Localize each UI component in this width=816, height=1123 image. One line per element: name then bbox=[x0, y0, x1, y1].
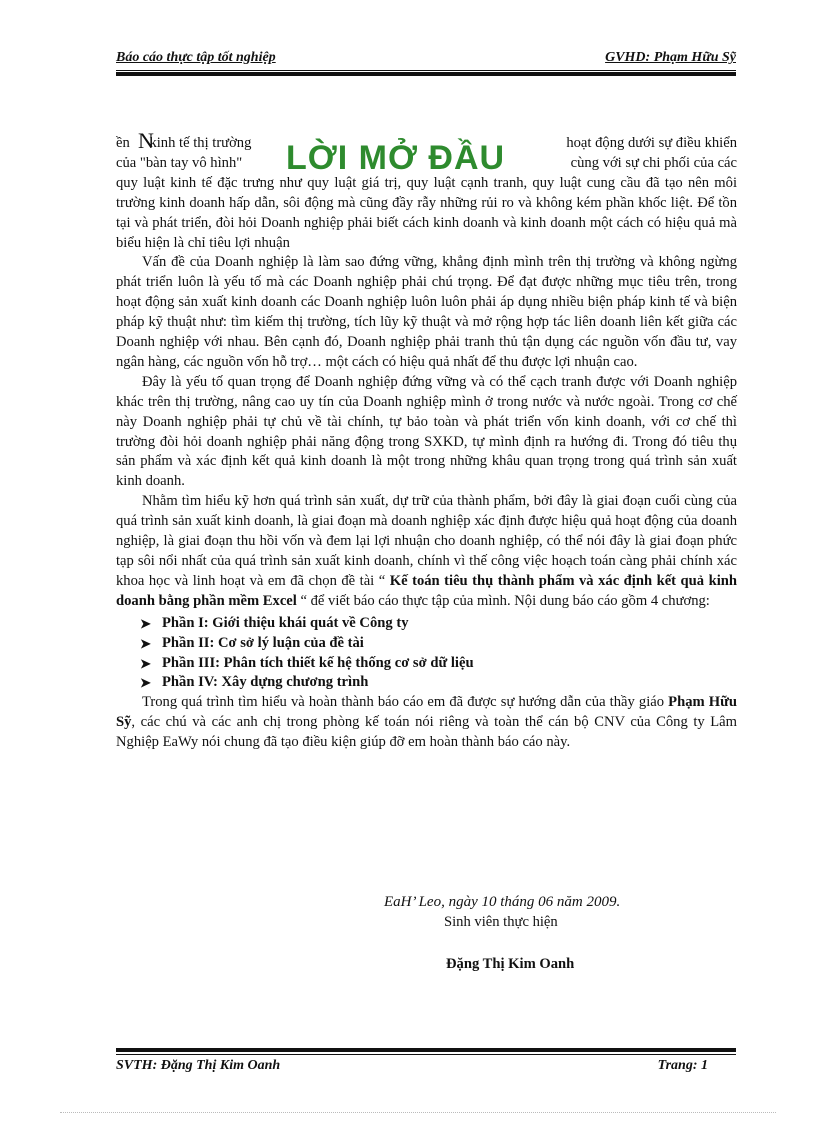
arrow-right-icon: ➤ bbox=[140, 635, 151, 651]
footer-page-number: Trang: 1 bbox=[657, 1058, 708, 1073]
chapter-item: ➤ Phần III: Phân tích thiết kế hệ thống cơ sở dữ liệu bbox=[140, 654, 737, 674]
chapter-list bbox=[116, 614, 737, 694]
document-body bbox=[116, 128, 737, 753]
page-title: LỜI MỞ ĐẦU bbox=[286, 139, 506, 177]
signature-name: Đặng Thị Kim Oanh bbox=[446, 956, 575, 972]
header-divider-thick bbox=[116, 72, 736, 76]
intro-line2-right: cùng với sự chi phối của các bbox=[570, 154, 737, 171]
intro-rest: quy luật kinh tế đặc trưng như quy luật giá trị, quy luật cạnh tranh, quy luật cung cầu đã tạo nên môi trường kinh doanh hấp dẫn, sôi động mà cũng đầy rẫy những rủi ro và không kém phần khốc liệt. Để tồn tại và phát triển, đòi hỏi Doanh nghiệp phải biết cách kinh doanh và kinh doanh một cách có hiệu quả mà biểu hiện là chỉ tiêu lợi nhuận bbox=[116, 174, 737, 251]
advisor-name: Phạm Hữu Sỹ bbox=[116, 694, 737, 731]
header-divider-thin bbox=[116, 70, 736, 71]
drop-cap: N bbox=[138, 128, 154, 153]
intro-line1-left: ền bbox=[116, 135, 130, 151]
paragraph-3: Đây là yếu tố quan trọng để Doanh nghiệp đứng vững và có thể cạch tranh được với Doanh nghiệp khác trên thị trường, nâng cao uy tín của Doanh nghiệp mình ở trong nước và nước ngoài. Trong cơ chế này Doanh nghiệp phải tự chủ về tài chính, tự bảo toàn và phát triển vốn kinh doanh, với cơ chế thì trường đòi hỏi doanh nghiệp phải năng động trong SXKD, tự mình định ra hướng đi. Trong đó tiêu thụ sản phẩm và xác định kết quả kinh doanh là một trong những khâu quan trọng trong quá trình sản xuất kinh doanh. bbox=[116, 373, 737, 490]
chapter-item: ➤ Phần I: Giới thiệu khái quát về Công ty bbox=[140, 614, 737, 634]
intro-line1-mid: kinh tế thị trường bbox=[149, 135, 252, 151]
signature-label: Sinh viên thực hiện bbox=[444, 914, 558, 930]
paragraph-4 bbox=[116, 492, 737, 611]
header-advisor: GVHD: Phạm Hữu Sỹ bbox=[605, 50, 736, 65]
arrow-right-icon: ➤ bbox=[140, 615, 151, 631]
page-header bbox=[116, 50, 736, 70]
paragraph-2: Vấn đề của Doanh nghiệp là làm sao đứng vững, khẳng định mình trên thị trường và không ngừng phát triển luôn là yếu tố mà các Doanh nghiệp phải chú trọng. Để đạt được những mục tiêu trên, trong hoạt động sản xuất kinh doanh các Doanh nghiệp luôn luôn phải áp dụng nhiều biện pháp kinh tế và biện pháp kỹ thuật như: tìm kiếm thị trường, tích lũy kỹ thuật và mở rộng hợp tác liên doanh liên kết giữa các Doanh nghiệp với nhau. Bên cạnh đó, Doanh nghiệp phải tranh thủ tận dụng các nguồn vốn đầu tư, vay ngân hàng, các nguồn vốn hỗ trợ… một cách có hiệu quả nhất để thu được lợi nhuận cao. bbox=[116, 254, 737, 370]
chapter-item: ➤ Phần IV: Xây dựng chương trình bbox=[140, 673, 737, 693]
chapter-item: ➤ Phần II: Cơ sở lý luận của đề tài bbox=[140, 634, 737, 654]
page-bottom-dotted-line bbox=[60, 1112, 776, 1114]
intro-line1-right: hoạt động dưới sự điều khiển bbox=[566, 135, 737, 151]
footer-student: SVTH: Đặng Thị Kim Oanh bbox=[116, 1058, 281, 1073]
footer-divider-thin bbox=[116, 1054, 736, 1055]
footer-divider-thick bbox=[116, 1048, 736, 1052]
paragraph-4-end: “ để viết báo cáo thực tập của mình. Nội dung báo cáo gồm 4 chương: bbox=[300, 592, 710, 609]
paragraph-4-start: Nhằm tìm hiểu kỹ hơn quá trình sản xuất, dự trữ của thành phẩm, bởi đây là giai đoạn cuối cùng của quá trình sản xuất kinh doanh, là giai đoạn mà doanh nghiệp xác định được hiệu quả hoạt động của doanh nghiệp, là giai đoạn thu hồi vốn và đem lại lợi nhuận cho doanh nghiệp, có thể nói đây là giai đoạn phức tạp sôi nổi nhất của quá trình sản xuất kinh doanh, chính vì thế công việc hoạch toán càng phải chính xác khoa học và linh hoạt và em đã chọn đề tài “ bbox=[116, 493, 737, 589]
intro-paragraph bbox=[116, 128, 737, 253]
header-report-title: Báo cáo thực tập tốt nghiệp bbox=[116, 50, 276, 65]
arrow-right-icon: ➤ bbox=[140, 655, 151, 671]
signature-date: EaH’ Leo, ngày 10 tháng 06 năm 2009. bbox=[384, 894, 621, 910]
paragraph-5-end: , các chú và các anh chị trong phòng kế toán nói riêng và toàn thể cán bộ CNV của Công ty Lâm Nghiệp EaWy nói chung đã tạo điều kiện giúp đỡ em hoàn thành báo cáo này. bbox=[116, 714, 737, 751]
intro-line2-left: của "bàn tay vô hình" bbox=[116, 154, 243, 171]
paragraph-5 bbox=[116, 693, 737, 753]
paragraph-5-start: Trong quá trình tìm hiểu và hoàn thành báo cáo em đã được sự hướng dẫn của thầy giáo bbox=[142, 694, 665, 711]
arrow-right-icon: ➤ bbox=[140, 675, 151, 691]
page-footer bbox=[116, 1058, 736, 1078]
report-topic: Kế toán tiêu thụ thành phẩm và xác định kết quả kinh doanh bằng phần mềm Excel bbox=[116, 572, 737, 609]
